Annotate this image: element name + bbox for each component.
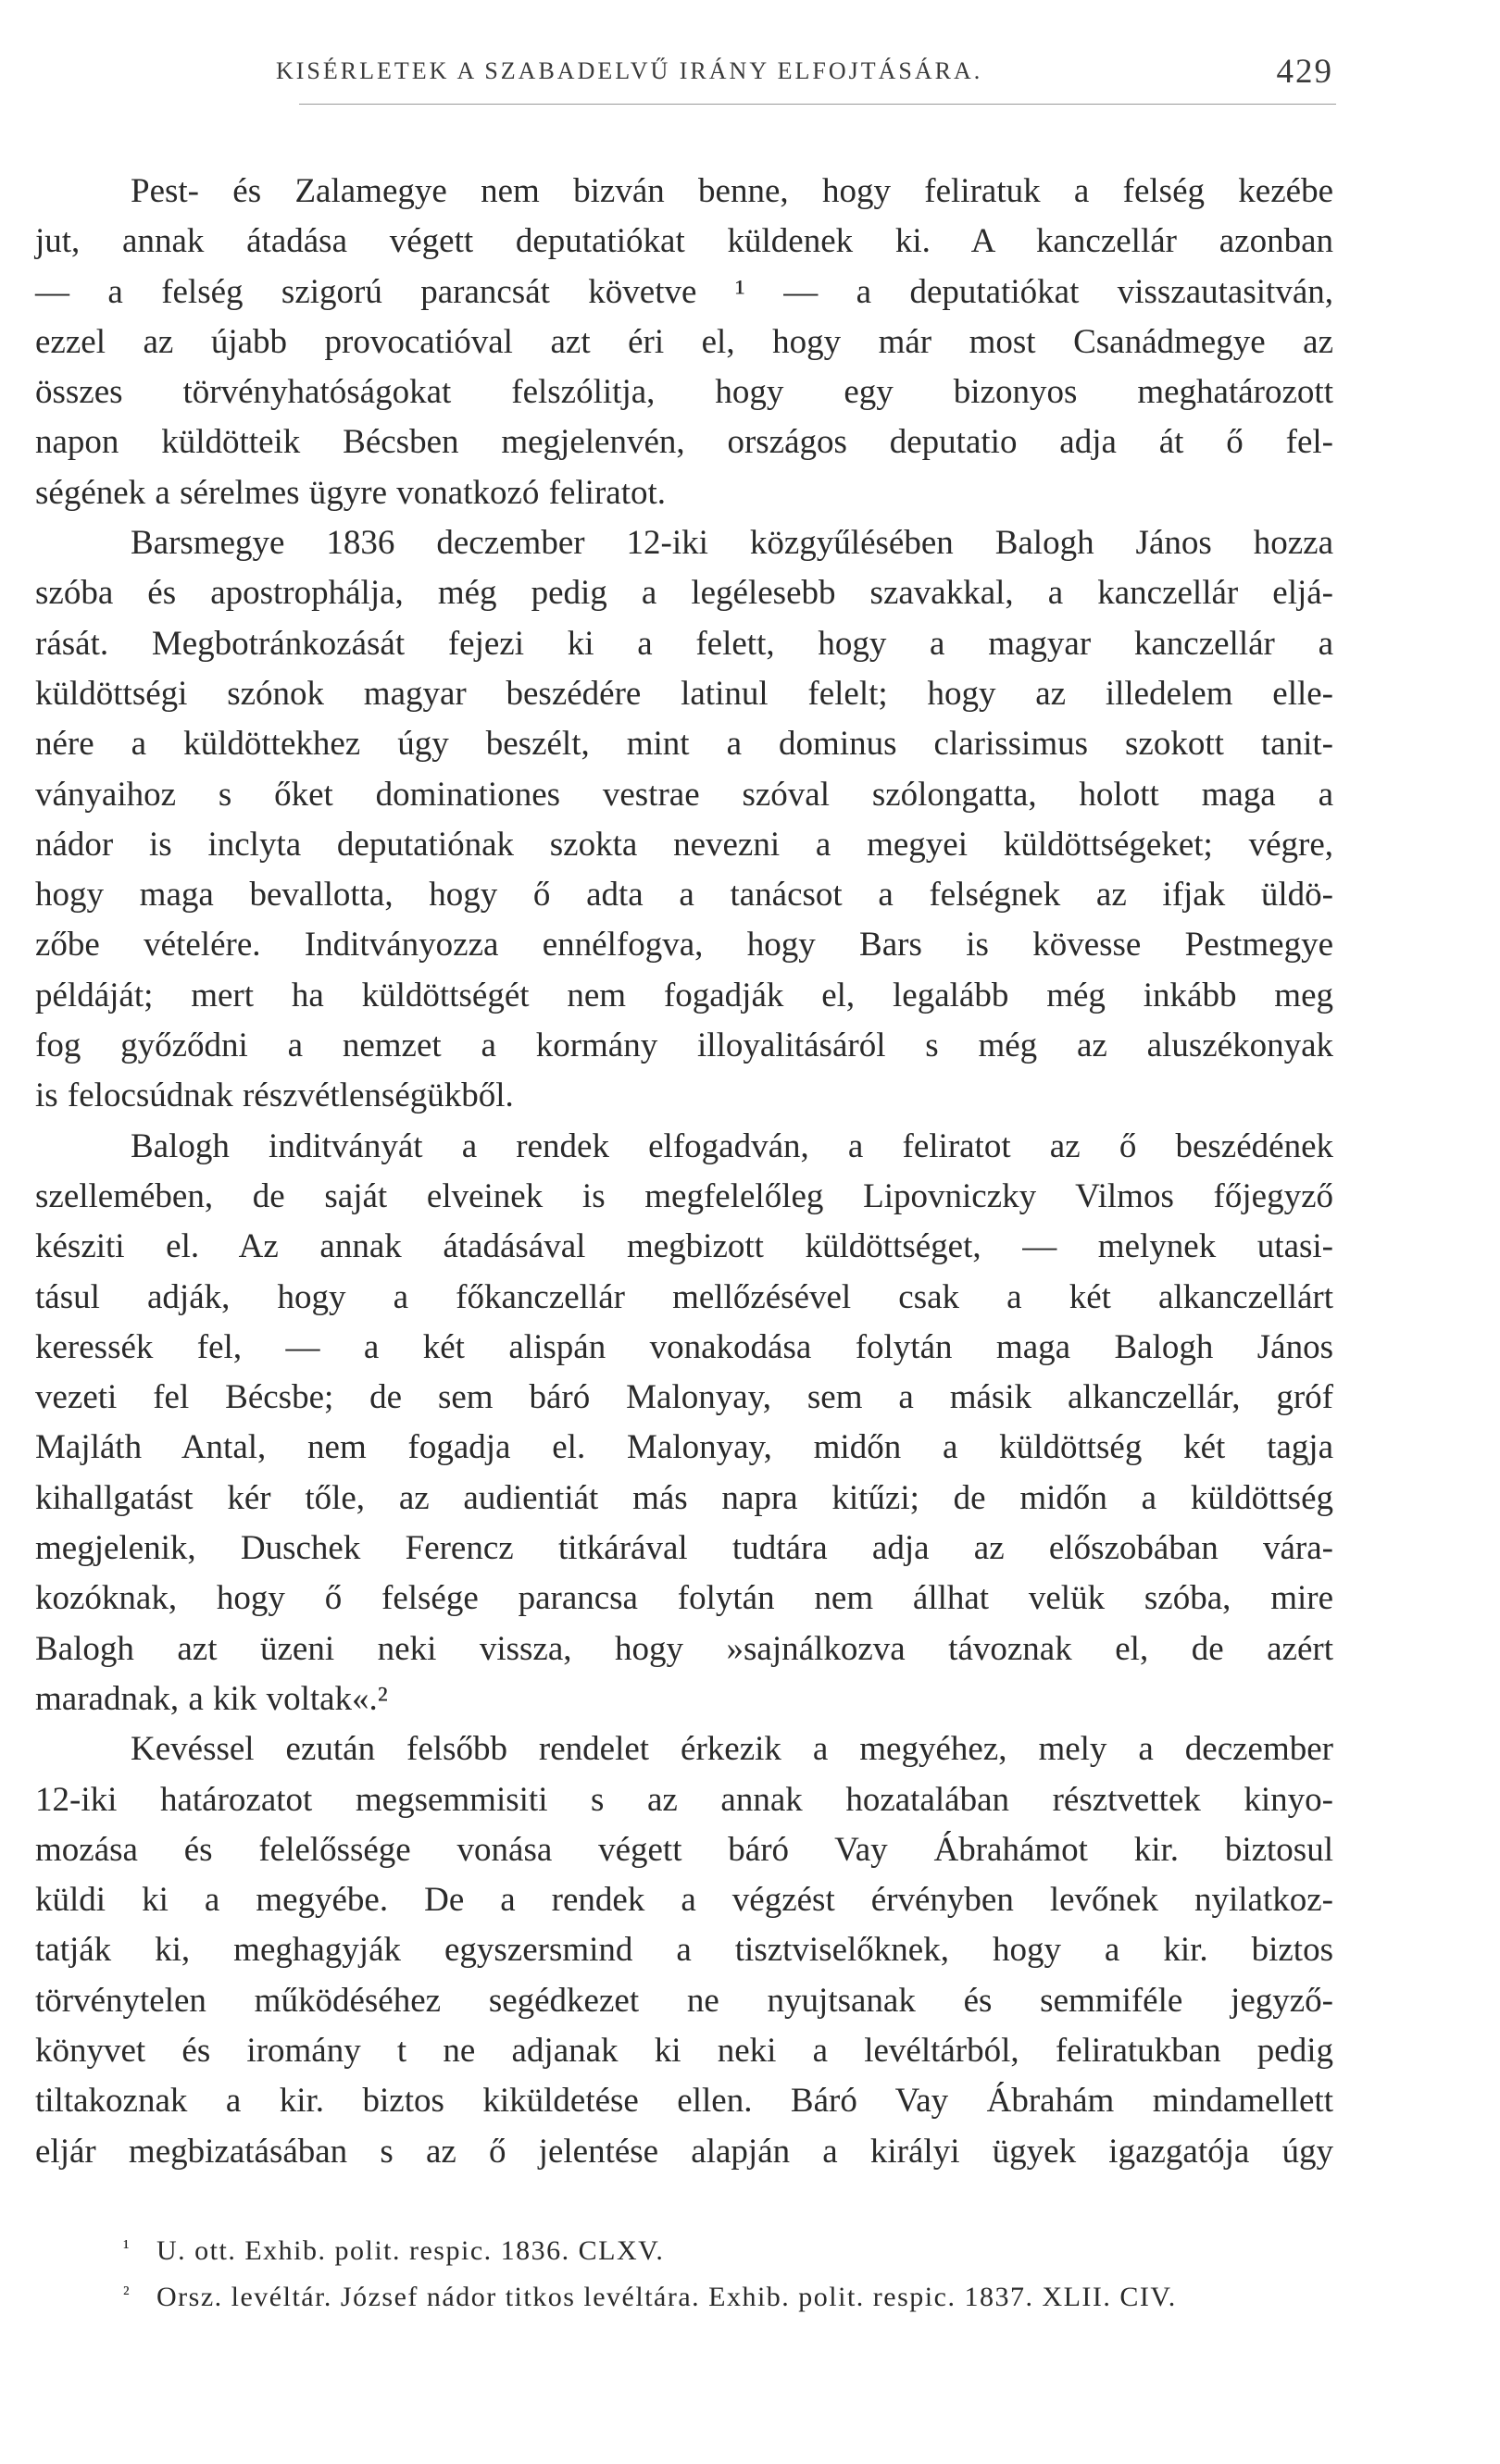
text-line: tásul adják, hogy a főkanczellár mellőzésével csak a két alkanczellárt [35,1277,1333,1316]
footnote-text: U. ott. Exhib. polit. respic. 1836. CLXV. [156,2235,665,2266]
text-line: késziti el. Az annak átadásával megbizott küldöttséget, — melynek utasi- [35,1227,1333,1266]
footnotes [123,2226,1327,2319]
text-line: példáját; mert ha küldöttségét nem fogadják el, legalább még inkább meg [35,976,1333,1014]
text-line: Balogh azt üzeni neki vissza, hogy »sajnálkozva távoznak el, de azért [35,1629,1333,1668]
text-line: ványaihoz s őket dominationes vestrae szóval szólongatta, holott maga a [35,775,1333,814]
text-line: napon küldötteik Bécsben megjelenvén, országos deputatio adja át ő fel- [35,423,1333,462]
text-line: jut, annak átadása végett deputatiókat küldenek ki. A kanczellár azonban [35,222,1333,261]
text-line: szóba és apostrophálja, még pedig a legélesebb szavakkal, a kanczellár eljá- [35,574,1333,613]
text-line: 12-iki határozatot megsemmisiti s az annak hozatalában résztvettek kinyo- [35,1780,1333,1819]
text-line: fog győződni a nemzet a kormány illoyalitásáról s még az aluszékonyak [35,1027,1333,1065]
text-line: küldöttségi szónok magyar beszédére latinul felelt; hogy az illedelem elle- [35,674,1333,713]
text-line: törvénytelen működéséhez segédkezet ne nyujtsanak és semmiféle jegyző- [35,1981,1333,2020]
text-line: keressék fel, — a két alispán vonakodása folytán maga Balogh János [35,1327,1333,1366]
text-line: Balogh inditványát a rendek elfogadván, a feliratot az ő beszédének [131,1126,1333,1165]
text-line: küldi ki a megyébe. De a rendek a végzést érvényben levőnek nyilatkoz- [35,1881,1333,1920]
text-line: nére a küldöttekhez úgy beszélt, mint a dominus clarissimus szokott tanit- [35,725,1333,764]
text-line: ségének a sérelmes ügyre vonatkozó feliratot. [35,473,667,512]
text-line: szellemében, de saját elveinek is megfelelőleg Lipovniczky Vilmos főjegyző [35,1176,1333,1215]
text-line: hogy maga bevallotta, hogy ő adta a tanácsot a felségnek az ifjak üldö- [35,876,1333,915]
text-line: — a felség szigorú parancsát követve ¹ — a deputatiókat visszautasitván, [35,272,1333,311]
footnote-mark: ² [123,2282,131,2305]
text-line: vezeti fel Bécsbe; de sem báró Malonyay, sem a másik alkanczellár, gróf [35,1378,1333,1417]
text-line: nádor is inclyta deputatiónak szokta nevezni a megyei küldöttségeket; végre, [35,825,1333,864]
text-line: tiltakoznak a kir. biztos kiküldetése ellen. Báró Vay Ábrahám mindamellett [35,2082,1333,2121]
footnote-text: Orsz. levéltár. József nádor titkos levéltára. Exhib. polit. respic. 1837. XLII. CIV. [156,2282,1177,2312]
text-line: Pest- és Zalamegye nem bizván benne, hogy feliratuk a felség kezébe [131,172,1333,210]
text-line: Kevéssel ezután felsőbb rendelet érkezik a megyéhez, mely a deczember [131,1730,1333,1769]
text-line: kihallgatást kér tőle, az audientiát más napra kitűzi; de midőn a küldöttség [35,1478,1333,1517]
text-line: könyvet és iromány t ne adjanak ki neki a levéltárból, feliratukban pedig [35,2031,1333,2070]
text-line: maradnak, a kik voltak«.² [35,1679,388,1718]
text-line: ezzel az újabb provocatióval azt éri el, hogy már most Csanádmegye az [35,322,1333,361]
text-line: Barsmegye 1836 deczember 12-iki közgyűlésében Balogh János hozza [131,524,1333,563]
text-line: Majláth Antal, nem fogadja el. Malonyay, midőn a küldöttség két tagja [35,1428,1333,1467]
header-rule [299,104,1336,105]
text-line: is felocsúdnak részvétlenségükből. [35,1076,514,1115]
body-text [35,167,1333,2177]
footnote [123,2272,1327,2319]
text-line: összes törvényhatóságokat felszólitja, hogy egy bizonyos meghatározott [35,373,1333,412]
text-line: rását. Megbotránkozását fejezi ki a felett, hogy a magyar kanczellár a [35,624,1333,663]
text-line: kozóknak, hogy ő felsége parancsa folytán nem állhat velük szóba, mire [35,1579,1333,1618]
text-line: zőbe vételére. Inditványozza ennélfogva, hogy Bars is kövesse Pestmegye [35,926,1333,964]
text-line: eljár megbizatásában s az ő jelentése alapján a királyi ügyek igazgatója úgy [35,2132,1333,2171]
footnote [123,2226,1327,2272]
footnote-mark: ¹ [123,2235,131,2259]
text-line: megjelenik, Duschek Ferencz titkárával tudtára adja az előszobában vára- [35,1529,1333,1568]
text-line: tatják ki, meghagyják egyszersmind a tisztviselőknek, hogy a kir. biztos [35,1931,1333,1970]
text-line: mozása és felelőssége vonása végett báró Vay Ábrahámot kir. biztosul [35,1830,1333,1869]
running-title: KISÉRLETEK A SZABADELVŰ IRÁNY ELFOJTÁSÁRA. [276,57,983,84]
page-number: 429 [1276,53,1333,91]
running-head [276,53,1333,104]
